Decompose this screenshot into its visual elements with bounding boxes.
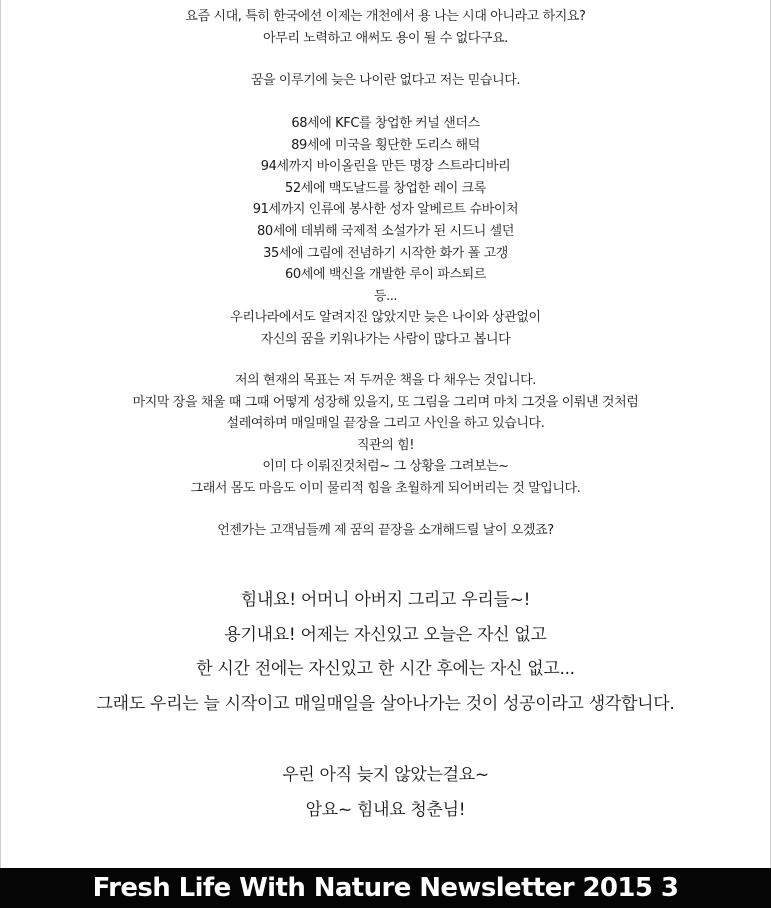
text-line: 힘내요! 어머니 아버지 그리고 우리들~! [240,590,531,610]
text-line: 60세에 백신을 개발한 루이 파스퇴르 [285,267,486,283]
text-line: 설레여하며 매일매일 끝장을 그리고 사인을 하고 있습니다. [226,416,545,432]
text-line: 94세까지 바이올린을 만든 명장 스트라디바리 [260,159,511,175]
newsletter-title: Fresh Life With Nature Newsletter 2015 3 [92,873,679,903]
text-line: 암요~ 힘내요 청춘님! [305,799,466,820]
someday-paragraph [0,520,771,542]
text-line: 아무리 노력하고 애써도 용이 될 수 없다구요. [263,30,508,46]
goal-paragraph [0,370,771,500]
text-line: 35세에 그림에 전념하기 시작한 화가 폴 고갱 [263,245,508,261]
text-line: 그래서 몸도 마음도 이미 물리적 힘을 초월하게 되어버리는 것 말입니다. [190,480,581,496]
text-line: 등... [373,288,398,304]
text-line: 꿈을 이루기에 늦은 나이란 없다고 저는 믿습니다. [250,73,521,88]
text-line: 요즘 시대, 특히 한국에선 이제는 개천에서 용 나는 시대 아니라고 하지요? [185,9,586,24]
belief-paragraph [0,70,771,92]
text-line: 용기내요! 어제는 자신있고 오늘은 자신 없고 [224,624,547,645]
text-line: 이미 다 이뤄진것처럼~ 그 상황을 그려보는~ [262,459,509,475]
text-line: 68세에 KFC를 창업한 커널 샌더스 [291,116,480,131]
text-line: 한 시간 전에는 자신있고 한 시간 후에는 자신 없고... [196,659,575,679]
text-line: 52세에 맥도날드를 창업한 레이 크록 [285,180,486,196]
cheer-paragraph [0,583,771,721]
text-line: 언젠가는 고객님들께 제 꿈의 끝장을 소개해드릴 날이 오겠죠? [217,523,554,538]
examples-paragraph [0,113,771,351]
text-line: 91세까지 인류에 봉사한 성자 알베르트 슈바이처 [252,202,519,218]
text-line: 직관의 힘! [356,437,415,453]
intro-paragraph [0,6,771,49]
text-line: 80세에 데뷔해 국제적 소설가가 된 시드니 셀던 [257,223,514,239]
newsletter-footer-banner [0,868,771,908]
closing-paragraph [0,758,771,827]
text-line: 그래도 우리는 늘 시작이고 매일매일을 살아나가는 것이 성공이라고 생각합니다. [96,693,675,714]
text-line: 저의 현재의 목표는 저 두꺼운 책을 다 채우는 것입니다. [234,373,537,388]
text-line: 마지막 장을 채울 때 그때 어떻게 성장해 있을지, 또 그림을 그리며 마치 그것을 이뤄낸 것처럼 [132,394,639,410]
text-line: 89세에 미국을 횡단한 도리스 해덕 [291,137,480,153]
text-line: 자신의 꿈을 키워나가는 사람이 많다고 봅니다 [260,331,511,347]
text-line: 우린 아직 늦지 않았는걸요~ [282,765,489,785]
text-line: 우리나라에서도 알려지진 않았지만 늦은 나이와 상관없이 [230,310,541,326]
